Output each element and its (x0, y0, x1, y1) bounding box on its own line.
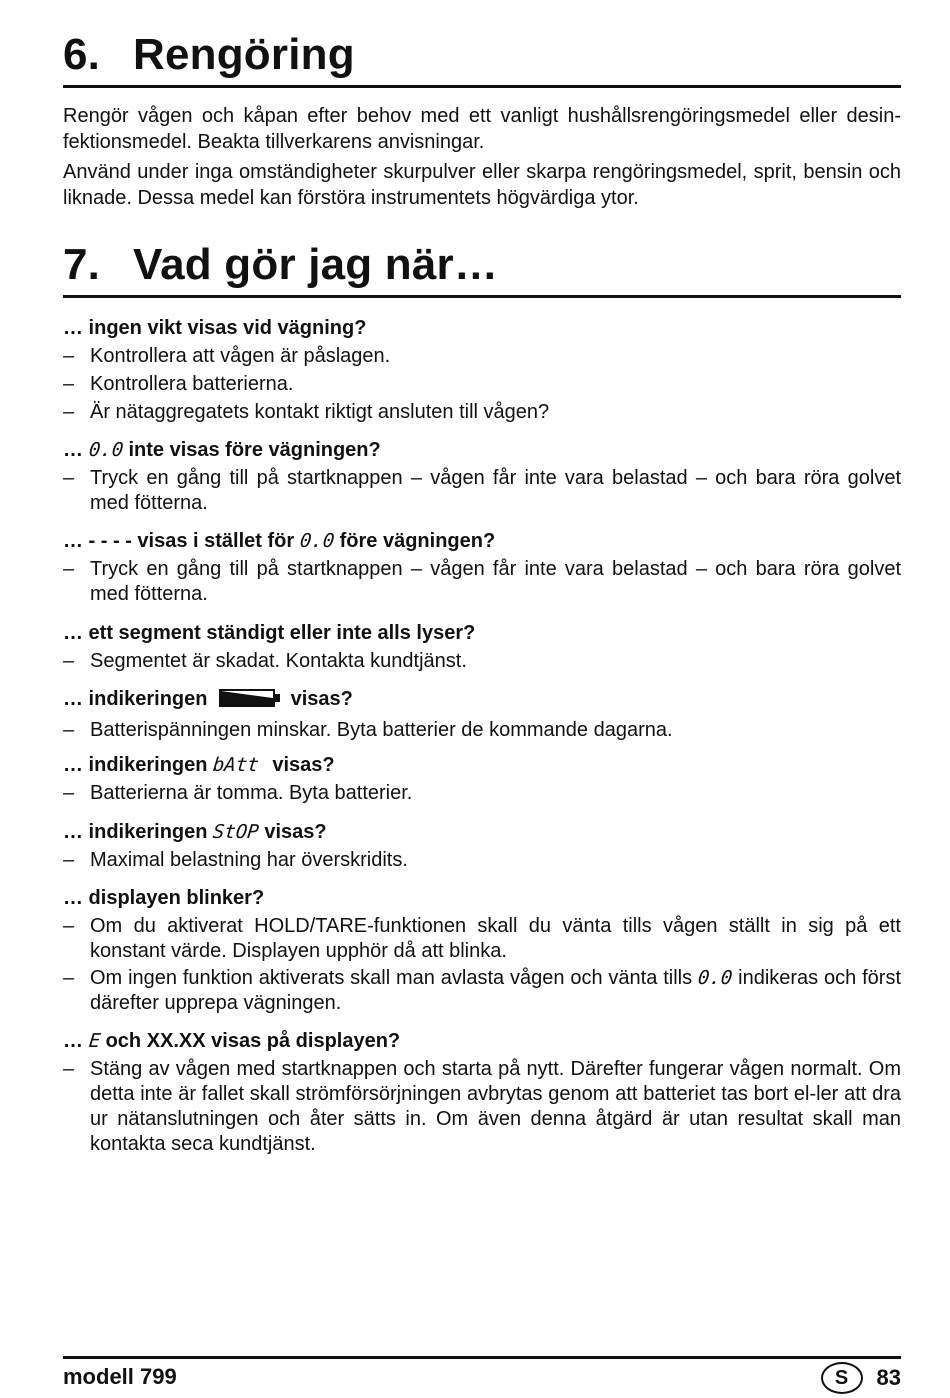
section-6-heading (63, 30, 355, 80)
list-item: – Om ingen funktion aktiverats skall man avlasta vågen och vänta tills 0.0 indikeras och först därefter upprepa vägningen. (63, 967, 902, 1014)
paragraph: Använd under inga omständigheter skurpulver eller skarpa rengöringsmedel, sprit, bensin och liknade. Dessa medel kan förstöra instrumentets högvärdiga ytor. (63, 161, 901, 209)
faq-item (63, 819, 901, 873)
faq-item (63, 1028, 901, 1157)
section-6-body (63, 103, 901, 211)
lcd-display-text: bAtt (211, 754, 260, 776)
battery-low-icon (219, 688, 281, 715)
faq-item (63, 686, 901, 743)
list-item: – Är nätaggregatets kontakt riktigt ansluten till vågen? (63, 401, 550, 423)
lcd-display-text: 0.0 (696, 967, 734, 989)
faq-question: … - - - - visas i stället för 0.0 före vägningen? (63, 530, 496, 552)
page-footer-right (821, 1362, 901, 1394)
list-item: – Stäng av vågen med startknappen och starta på nytt. Därefter fungerar vågen normalt. Om detta inte är fallet skall strömförsörjningen avbrytas genom att batteriet tas bort el-ler att dra ur nätanslutningen och åter sätts in. Om även denna åtgärd är utan resultat skall man kontakta seca kundtjänst. (63, 1058, 901, 1155)
faq-question: … indikeringen StOP visas? (63, 821, 327, 843)
faq-question: … E och XX.XX visas på displayen? (63, 1030, 401, 1052)
list-item: – Batterierna är tomma. Byta batterier. (63, 782, 413, 804)
heading-rule (63, 295, 901, 298)
faq-question: … 0.0 inte visas före vägningen? (63, 439, 381, 461)
list-item: – Maximal belastning har överskridits. (63, 849, 408, 871)
faq-question: … ingen vikt visas vid vägning? (63, 317, 367, 339)
lcd-display-text: 0.0 (87, 439, 125, 461)
faq-item (63, 437, 901, 516)
faq-question: … ett segment ständigt eller inte alls lyser? (63, 622, 476, 644)
list-item: – Kontrollera att vågen är påslagen. (63, 345, 391, 367)
faq-item (63, 315, 901, 425)
lcd-display-text: E (87, 1030, 102, 1052)
section-title: Vad gör jag när… (133, 240, 499, 289)
faq-question: … indikeringen bAtt visas? (63, 754, 335, 776)
faq-question: … displayen blinker? (63, 887, 265, 909)
faq-item (63, 620, 901, 674)
lcd-display-text: StOP (211, 821, 260, 843)
section-number: 6. (63, 30, 101, 79)
heading-rule (63, 85, 901, 88)
section-7-heading (63, 240, 498, 290)
model-label: modell 799 (63, 1364, 177, 1389)
list-item: – Tryck en gång till på startknappen – vågen får inte vara belastad – och bara röra golvet med fötterna. (63, 558, 901, 605)
paragraph: Rengör vågen och kåpan efter behov med ett vanligt hushållsrengöringsmedel eller desin-fektionsmedel. Beakta tillverkarens anvisningar. (63, 105, 901, 153)
section-number: 7. (63, 240, 101, 289)
footer-rule (63, 1356, 901, 1359)
list-item: – Om du aktiverat HOLD/TARE-funktionen skall du vänta tills vågen ställt in sig på ett konstant värde. Displayen upphör då att blinka. (63, 915, 901, 962)
list-item: – Batterispänningen minskar. Byta batterier de kommande dagarna. (63, 719, 673, 741)
faq-question: … indikeringen visas? (63, 686, 901, 715)
lcd-display-text: 0.0 (298, 530, 336, 552)
section-title: Rengöring (133, 30, 355, 79)
language-badge: S (821, 1362, 863, 1394)
list-item: – Kontrollera batterierna. (63, 373, 294, 395)
faq-item (63, 528, 901, 607)
list-item: – Tryck en gång till på startknappen – vågen får inte vara belastad – och bara röra golvet med fötterna. (63, 467, 901, 514)
page-number: 83 (876, 1365, 901, 1390)
list-item: – Segmentet är skadat. Kontakta kundtjänst. (63, 650, 467, 672)
faq-item (63, 752, 901, 806)
faq-item (63, 885, 901, 1016)
